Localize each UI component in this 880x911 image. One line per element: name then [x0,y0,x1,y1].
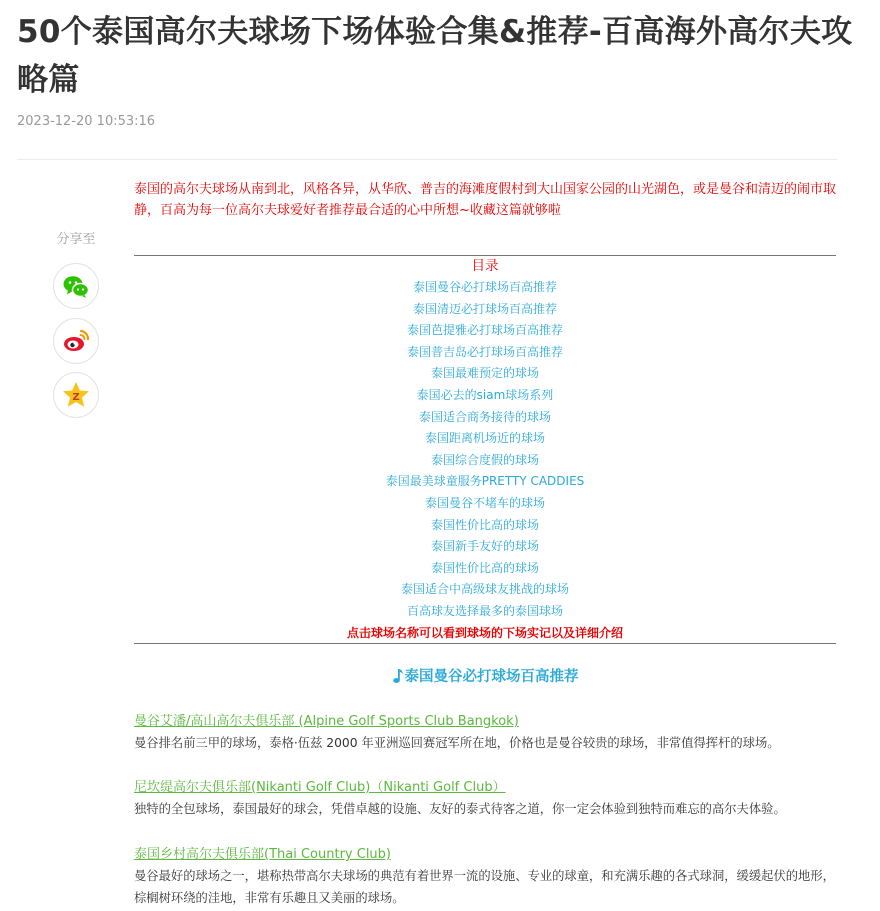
club-description: 曼谷排名前三甲的球场，泰格·伍兹 2000 年亚洲巡回赛冠军所在地，价格也是曼谷较贵的球场，非常值得挥杆的球场。 [134,736,780,750]
share-panel [52,228,100,403]
toc-item[interactable]: 百高球友选择最多的泰国球场 [406,603,563,618]
toc-list [134,277,836,623]
toc-item[interactable]: 泰国距离机场近的球场 [424,431,545,446]
club-description: 独特的全包球场，泰国最好的球会，凭借卓越的设施、友好的泰式待客之道，你一定会体验到独特而难忘的高尔夫体验。 [134,802,786,816]
share-weibo-button[interactable] [53,318,99,364]
toc-item[interactable]: 泰国必去的siam球场系列 [416,387,554,402]
club-item [134,776,836,820]
toc-item[interactable]: 泰国适合商务接待的球场 [418,409,551,424]
toc-item[interactable]: 泰国清迈必打球场百高推荐 [412,301,557,316]
divider [17,159,837,160]
share-label: 分享至 [56,232,96,247]
club-item [134,843,836,909]
toc-item[interactable]: 泰国最美球童服务PRETTY CADDIES [385,474,585,489]
section-heading [134,665,836,692]
table-of-contents [134,256,836,644]
club-link[interactable]: 泰国乡村高尔夫俱乐部(Thai Country Club) [134,847,391,862]
club-item [134,710,836,754]
club-link[interactable]: 尼坎缇高尔夫俱乐部(Nikanti Golf Club)（Nikanti Golf Club） [134,780,506,795]
toc-item[interactable]: 泰国普吉岛必打球场百高推荐 [406,344,563,359]
wechat-icon [61,271,91,301]
toc-item[interactable]: 泰国曼谷必打球场百高推荐 [412,280,557,294]
share-wechat-button[interactable] [53,263,99,309]
toc-item[interactable]: 泰国适合中高级球友挑战的球场 [400,582,569,597]
toc-title: 目录 [471,258,499,274]
toc-item[interactable]: 泰国曼谷不堵车的球场 [424,495,545,510]
toc-item[interactable]: 泰国新手友好的球场 [430,539,539,554]
qzone-icon [61,380,91,410]
club-link[interactable]: 曼谷艾潘/高山高尔夫俱乐部 (Alpine Golf Sports Club Bangkok) [134,714,519,729]
music-note-icon [392,668,404,692]
publish-date: 2023-12-20 10:53:16 [17,114,156,129]
toc-item[interactable]: 泰国性价比高的球场 [430,517,539,532]
toc-item[interactable]: 泰国最难预定的球场 [430,366,539,381]
toc-note: 点击球场名称可以看到球场的下场实记以及详细介绍 [346,625,623,640]
weibo-icon [61,326,91,356]
section-heading-text: 泰国曼谷必打球场百高推荐 [404,669,579,685]
svg-text:Z: Z [72,392,80,403]
club-description: 曼谷最好的球场之一，堪称热带高尔夫球场的典范有着世界一流的设施、专业的球童，和充满乐趣的各式球洞，缓缓起伏的地形，棕榈树环绕的洼地，非常有乐趣且又美丽的球场。 [134,869,835,905]
page-title: 50个泰国高尔夫球场下场体验合集&推荐-百高海外高尔夫攻略篇 [17,14,853,98]
toc-item[interactable]: 泰国综合度假的球场 [430,452,539,467]
toc-item[interactable]: 泰国芭提雅必打球场百高推荐 [406,323,563,338]
toc-item[interactable]: 泰国性价比高的球场 [430,560,539,575]
toc-bottom-divider [134,643,836,644]
intro-text: 泰国的高尔夫球场从南到北，风格各异，从华欣、普吉的海滩度假村到大山国家公园的山光湖色，或是曼谷和清迈的闹市取静，百高为每一位高尔夫球爱好者推荐最合适的心中所想~收藏这篇就够啦 [134,182,837,218]
share-qzone-button[interactable] [53,372,99,418]
